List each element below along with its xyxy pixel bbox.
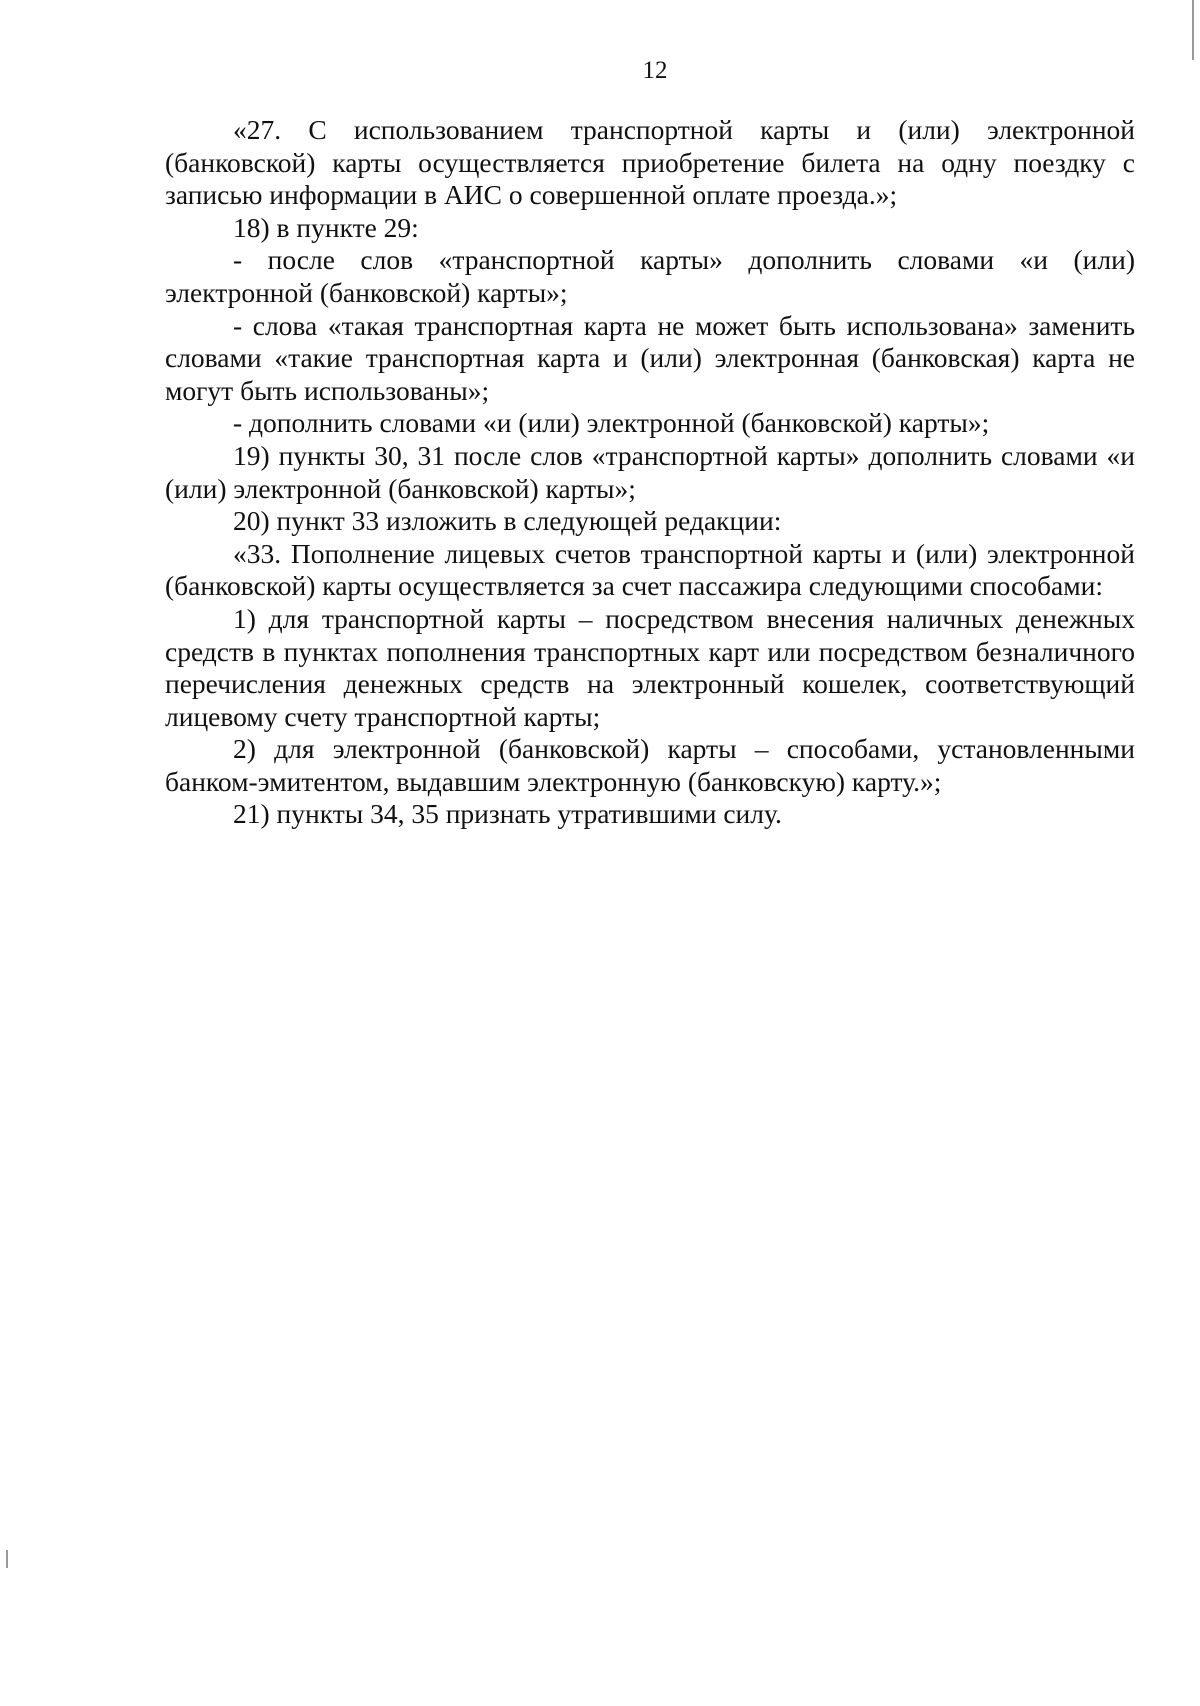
scan-edge-mark — [6, 1550, 8, 1568]
paragraph-item-21: 21) пункты 34, 35 признать утратившими силу. — [233, 798, 782, 830]
document-body — [165, 114, 1135, 831]
paragraph-33-sub-2: 2) для электронной (банковской) карты – способами, установленными банком-эмитентом, выдавшим электронную (банковскую) карту.»; — [165, 733, 1135, 797]
scan-edge-mark — [1192, 0, 1194, 60]
page-number: 12 — [642, 57, 668, 84]
paragraph-item-18-sub-2: - слова «такая транспортная карта не может быть использована» заменить словами «такие транспортная карта и (или) электронная (банковская) карта не могут быть использованы»; — [165, 309, 1135, 406]
paragraph-33-sub-1: 1) для транспортной карты – посредством внесения наличных денежных средств в пунктах пополнения транспортных карт или посредством безналичного перечисления денежных средств на электронный кошелек, соответствующий лицевому счету транспортной карты; — [165, 602, 1135, 732]
paragraph-33-text: «33. Пополнение лицевых счетов транспортной карты и (или) электронной (банковской) карты осуществляется за счет пассажира следующими способами: — [165, 537, 1135, 602]
paragraph-item-19: 19) пункты 30, 31 после слов «транспортной карты» дополнить словами «и (или) электронной (банковской) карты»; — [165, 439, 1135, 504]
paragraph-item-18-sub-3: - дополнить словами «и (или) электронной (банковской) карты»; — [233, 407, 990, 439]
paragraph-item-18: 18) в пункте 29: — [233, 211, 419, 243]
paragraph-27-text: «27. С использованием транспортной карты и (или) электронной (банковской) карты осуществляется приобретение билета на одну поездку с записью информации в АИС о совершенной оплате проезда.»; — [165, 114, 1135, 211]
paragraph-item-18-sub-1: - после слов «транспортной карты» дополнить словами «и (или) электронной (банковской) карты»; — [165, 244, 1135, 308]
paragraph-item-20: 20) пункт 33 изложить в следующей редакции: — [233, 505, 782, 537]
